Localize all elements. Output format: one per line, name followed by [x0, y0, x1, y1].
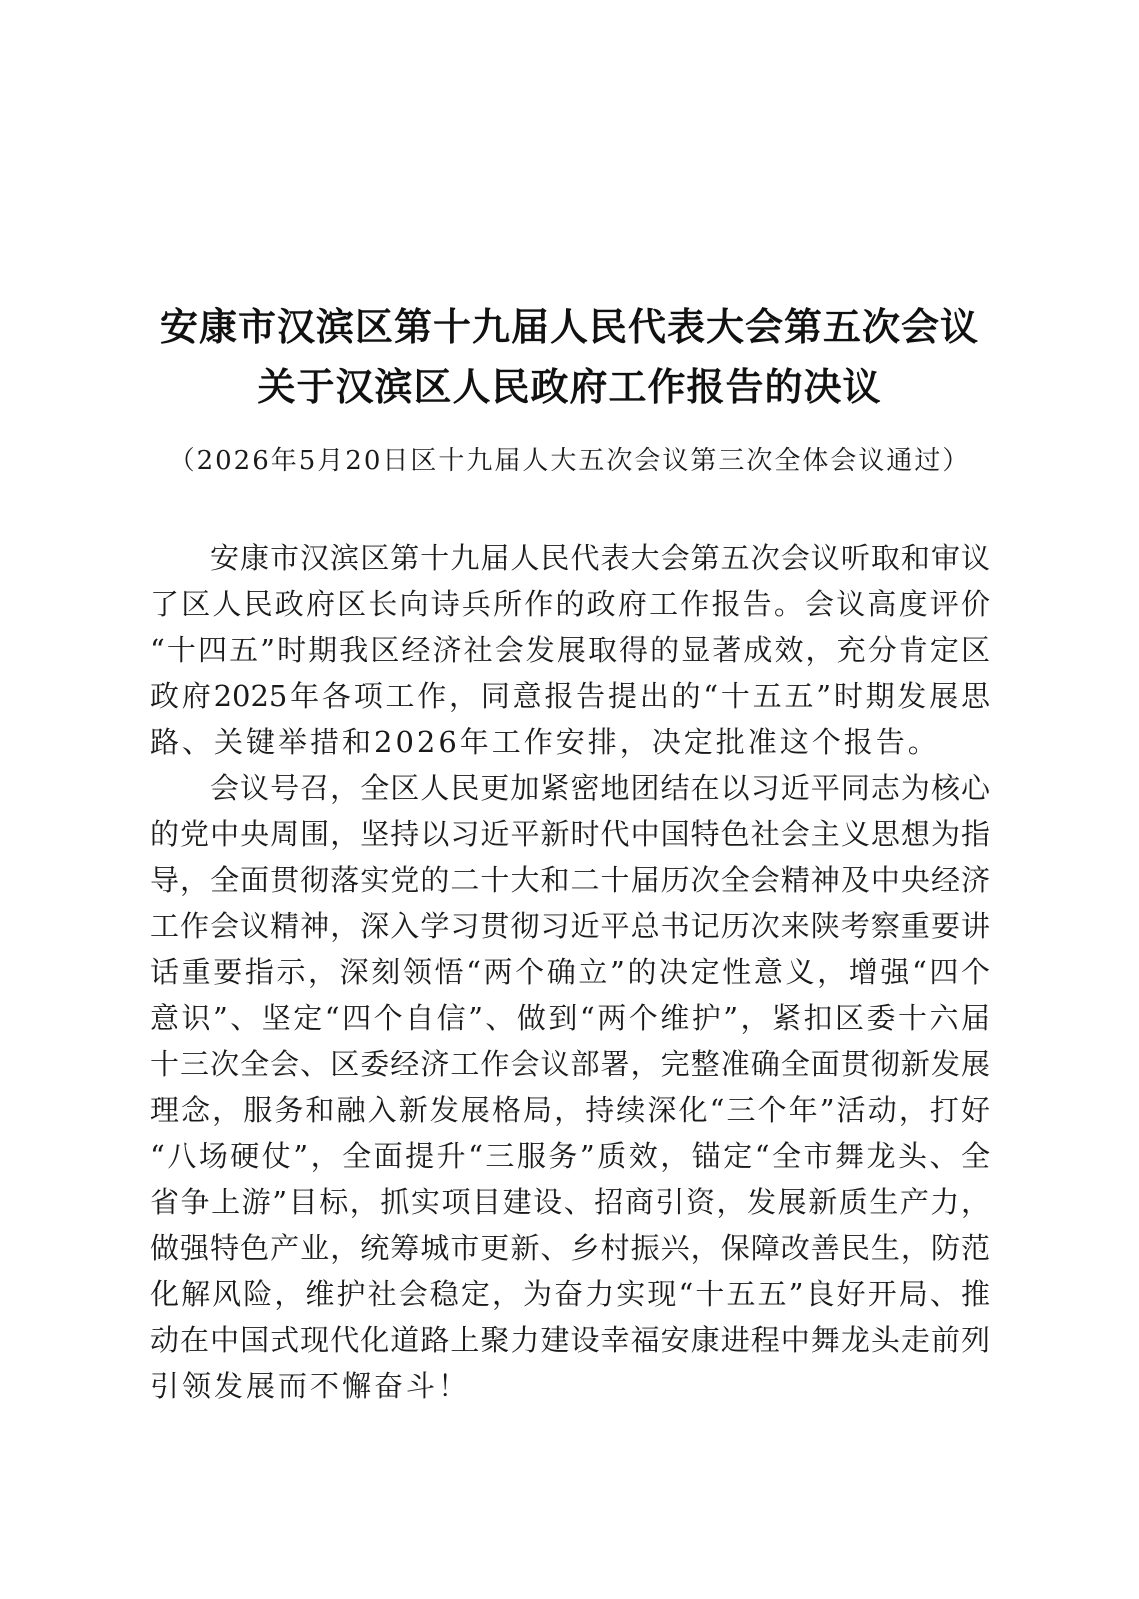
- paragraph-2-line: 导，全面贯彻落实党的二十大和二十届历次全会精神及中央经济: [150, 863, 990, 897]
- paragraph-2-line: 动在中国式现代化道路上聚力建设幸福安康进程中舞龙头走前列: [150, 1323, 990, 1357]
- paragraph-1-line: 政府2025年各项工作，同意报告提出的“十五五”时期发展思: [150, 679, 990, 713]
- paragraph-2-line: 工作会议精神，深入学习贯彻习近平总书记历次来陕考察重要讲: [150, 909, 990, 943]
- paragraph-2-line: 理念，服务和融入新发展格局，持续深化“三个年”活动，打好: [150, 1093, 990, 1127]
- paragraph-2-line: 话重要指示，深刻领悟“两个确立”的决定性意义，增强“四个: [150, 955, 990, 989]
- paragraph-1-line: 路、关键举措和2026年工作安排，决定批准这个报告。: [150, 725, 940, 759]
- paragraph-2-line: 引领发展而不懈奋斗！: [150, 1369, 471, 1403]
- paragraph-2-line: 做强特色产业，统筹城市更新、乡村振兴，保障改善民生，防范: [150, 1231, 990, 1265]
- paragraph-2-line: 意识”、坚定“四个自信”、做到“两个维护”，紧扣区委十六届: [150, 1001, 990, 1035]
- document-title-line-2: 关于汉滨区人民政府工作报告的决议: [257, 364, 882, 409]
- paragraph-2-line: 化解风险，维护社会稳定，为奋力实现“十五五”良好开局、推: [150, 1277, 990, 1311]
- paragraph-1-line: 了区人民政府区长向诗兵所作的政府工作报告。会议高度评价: [150, 587, 990, 621]
- paragraph-2-line: 十三次全会、区委经济工作会议部署，完整准确全面贯彻新发展: [150, 1047, 990, 1081]
- paragraph-2-line: 省争上游”目标，抓实项目建设、招商引资，发展新质生产力，: [150, 1185, 990, 1219]
- paragraph-2-line: 会议号召，全区人民更加紧密地团结在以习近平同志为核心: [210, 771, 990, 805]
- paragraph-1-line: “十四五”时期我区经济社会发展取得的显著成效，充分肯定区: [150, 633, 990, 667]
- paragraph-2-line: “八场硬仗”，全面提升“三服务”质效，锚定“全市舞龙头、全: [150, 1139, 990, 1173]
- document-title-line-1: 安康市汉滨区第十九届人民代表大会第五次会议: [159, 304, 979, 349]
- paragraph-2-line: 的党中央周围，坚持以习近平新时代中国特色社会主义思想为指: [150, 817, 990, 851]
- paragraph-1-line: 安康市汉滨区第十九届人民代表大会第五次会议听取和审议: [210, 541, 990, 575]
- document-subtitle: （2026年5月20日区十九届人大五次会议第三次全体会议通过）: [168, 446, 971, 476]
